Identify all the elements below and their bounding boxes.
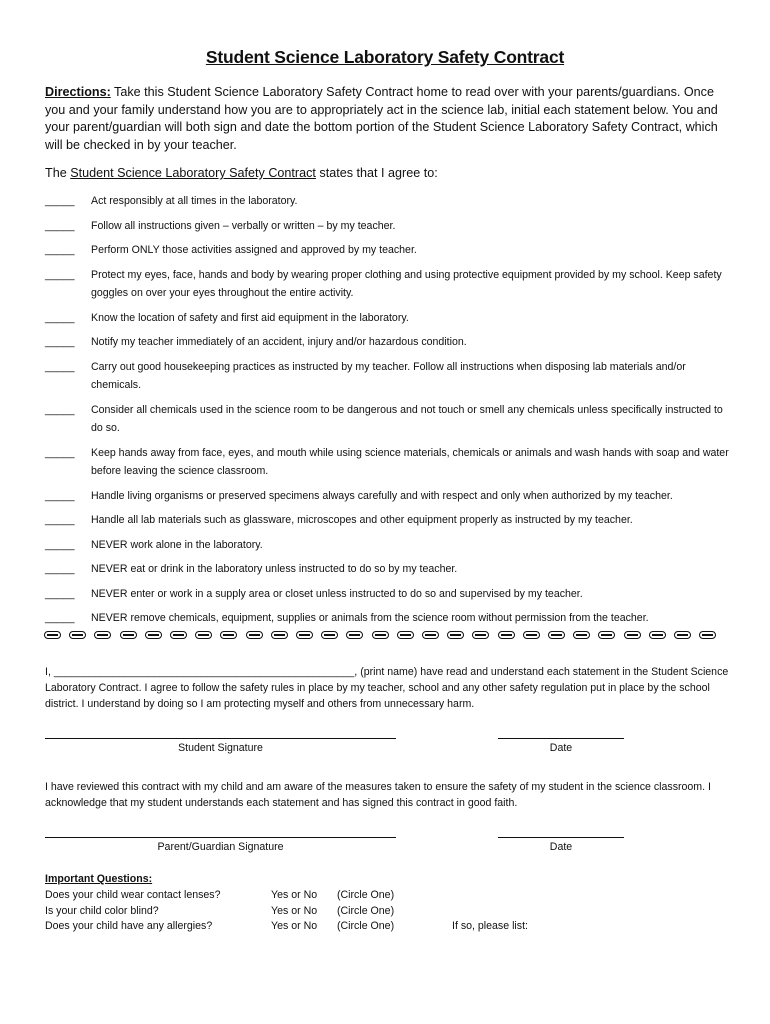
list-item xyxy=(45,585,735,604)
cut-line-divider xyxy=(44,631,719,641)
statement-text: NEVER enter or work in a supply area or closet unless instructed to do so and supervised by my teacher. xyxy=(91,587,583,600)
list-item xyxy=(45,609,735,628)
initial-blank[interactable]: _____ xyxy=(45,195,75,207)
student-date-line[interactable] xyxy=(498,738,624,739)
initial-blank[interactable]: _____ xyxy=(45,489,75,502)
statement-text: Notify my teacher immediately of an accident, injury and/or hazardous condition. xyxy=(91,336,467,348)
statement-text: Follow all instructions given – verbally or written – by my teacher. xyxy=(91,219,396,232)
parent-statement: I have reviewed this contract with my child and am aware of the measures taken to ensure the safety of my student in the science classroom. I acknowledge that my student understands each statement and has signed this contract in good faith. xyxy=(45,781,711,809)
divider-dash xyxy=(69,631,86,639)
divider-dash xyxy=(498,631,515,639)
divider-dash xyxy=(523,631,540,639)
agreement-suffix: states that I agree to: xyxy=(315,166,438,180)
parent-date-label: Date xyxy=(549,841,573,853)
divider-dash xyxy=(296,631,313,639)
list-item xyxy=(45,266,735,303)
divider-dash xyxy=(145,631,162,639)
statement-text: Consider all chemicals used in the science room to be dangerous and not touch or smell any chemicals unless specifically instructed to do so. xyxy=(91,403,723,434)
initial-blank[interactable]: _____ xyxy=(45,311,75,324)
list-item xyxy=(45,217,735,236)
divider-dash xyxy=(246,631,263,639)
yes-no-options[interactable]: Yes or No xyxy=(271,920,318,933)
initial-blank[interactable]: _____ xyxy=(45,612,75,624)
divider-dash xyxy=(170,631,187,639)
divider-dash xyxy=(44,631,61,639)
initial-blank[interactable]: _____ xyxy=(45,403,75,416)
page-title: Student Science Laboratory Safety Contract xyxy=(205,47,565,67)
questions-heading: Important Questions: xyxy=(45,873,153,885)
list-item xyxy=(45,487,735,506)
statement-text: Protect my eyes, face, hands and body by wearing proper clothing and using protective equipment provided by my school. Keep safety goggles on over your eyes throughout the entire activity. xyxy=(91,268,722,299)
list-item xyxy=(45,309,735,328)
divider-dash xyxy=(220,631,237,639)
list-item xyxy=(45,358,735,395)
agreement-intro xyxy=(45,166,438,180)
divider-dash xyxy=(624,631,641,639)
question-text: Is your child color blind? xyxy=(45,904,159,917)
parent-signature-line[interactable] xyxy=(45,837,396,838)
directions-paragraph xyxy=(45,84,735,154)
question-row xyxy=(45,919,528,935)
statement-text: Act responsibly at all times in the laboratory. xyxy=(91,195,298,207)
statement-text: NEVER work alone in the laboratory. xyxy=(91,538,263,551)
divider-dash xyxy=(472,631,489,639)
divider-dash xyxy=(397,631,414,639)
initial-blank[interactable]: _____ xyxy=(45,360,75,373)
initial-blank[interactable]: _____ xyxy=(45,268,75,281)
agreement-prefix: The xyxy=(45,166,71,180)
divider-dash xyxy=(372,631,389,639)
initial-blank[interactable]: _____ xyxy=(45,219,75,232)
directions-label: Directions: xyxy=(45,85,111,99)
agreement-contract-name: Student Science Laboratory Safety Contract xyxy=(70,166,316,180)
parent-signature-label: Parent/Guardian Signature xyxy=(157,841,284,853)
list-item xyxy=(45,511,735,530)
parent-date-line[interactable] xyxy=(498,837,624,838)
list-item xyxy=(45,444,735,481)
list-item xyxy=(45,192,735,211)
divider-dash xyxy=(573,631,590,639)
list-item xyxy=(45,333,735,352)
initial-blank[interactable]: _____ xyxy=(45,538,75,551)
statement-text: Perform ONLY those activities assigned and approved by my teacher. xyxy=(91,244,417,256)
list-item xyxy=(45,560,735,579)
statement-list xyxy=(45,192,735,634)
yes-no-options[interactable]: Yes or No xyxy=(271,888,318,901)
initial-blank[interactable]: _____ xyxy=(45,336,75,348)
list-item xyxy=(45,241,735,260)
list-item xyxy=(45,536,735,555)
question-row xyxy=(45,904,395,920)
student-date-label: Date xyxy=(549,742,573,754)
list-item xyxy=(45,401,735,438)
statement-text: Handle all lab materials such as glassware, microscopes and other equipment properly as instructed by my teacher. xyxy=(91,514,633,526)
question-row xyxy=(45,888,395,904)
divider-dash xyxy=(447,631,464,639)
divider-dash xyxy=(699,631,716,639)
statement-text: Know the location of safety and first aid equipment in the laboratory. xyxy=(91,311,409,324)
statement-text: NEVER eat or drink in the laboratory unless instructed to do so by my teacher. xyxy=(91,563,458,575)
circle-one-note: (Circle One) xyxy=(337,904,395,917)
divider-dash xyxy=(321,631,338,639)
divider-dash xyxy=(346,631,363,639)
statement-text: Handle living organisms or preserved specimens always carefully and with respect and only when authorized by my teacher. xyxy=(91,489,673,502)
circle-one-note: (Circle One) xyxy=(337,888,395,901)
student-signature-label: Student Signature xyxy=(178,742,263,754)
directions-text: Take this Student Science Laboratory Safety Contract home to read over with your parents/guardians. Once you and your family understand how you are to appropriately act in the science lab, initial each statement below. You and your parent/guardian will both sign and date the bottom portion of the Student Science Laboratory Safety Contract, which will be checked in by your teacher. xyxy=(45,85,718,152)
statement-text: NEVER remove chemicals, equipment, supplies or animals from the science room without permission from the teacher. xyxy=(91,612,649,624)
divider-dash xyxy=(422,631,439,639)
initial-blank[interactable]: _____ xyxy=(45,244,75,256)
divider-dash xyxy=(120,631,137,639)
question-text: Does your child wear contact lenses? xyxy=(45,888,221,901)
initial-blank[interactable]: _____ xyxy=(45,563,75,575)
student-signature-line[interactable] xyxy=(45,738,396,739)
statement-text: Keep hands away from face, eyes, and mouth while using science materials, chemicals or animals and wash hands with soap and water before leaving the science classroom. xyxy=(91,446,729,477)
initial-blank[interactable]: _____ xyxy=(45,446,75,459)
yes-no-options[interactable]: Yes or No xyxy=(271,904,318,917)
circle-one-note: (Circle One) xyxy=(337,920,395,933)
divider-dash xyxy=(649,631,666,639)
initial-blank[interactable]: _____ xyxy=(45,587,75,600)
student-statement: I, ___________________________________________________, (print name) have read and understand each statement in the Student Science Laboratory Contract. I agree to follow the safety rules in place by my teacher, school and any other safety regulation put in place by the school district. I understand by doing so I am protecting myself and others from unnecessary harm. xyxy=(45,666,729,710)
question-text: Does your child have any allergies? xyxy=(45,920,213,933)
important-questions xyxy=(45,872,528,935)
initial-blank[interactable]: _____ xyxy=(45,514,75,526)
statement-text: Carry out good housekeeping practices as instructed by my teacher. Follow all instructions when disposing lab materials and/or chemicals. xyxy=(91,360,686,391)
allergy-list-label: If so, please list: xyxy=(452,920,528,933)
divider-dash xyxy=(94,631,111,639)
divider-dash xyxy=(548,631,565,639)
divider-dash xyxy=(674,631,691,639)
divider-dash xyxy=(271,631,288,639)
divider-dash xyxy=(195,631,212,639)
divider-dash xyxy=(598,631,615,639)
